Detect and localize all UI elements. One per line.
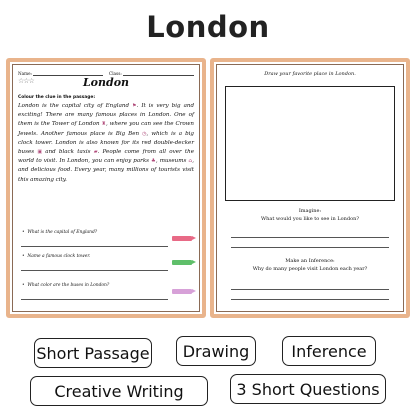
class-label: Class:: [109, 71, 122, 76]
answer-line[interactable]: [231, 289, 389, 290]
worksheet-title: London: [82, 76, 130, 89]
answer-line[interactable]: [21, 270, 168, 271]
taxi-icon: ▰: [93, 149, 98, 156]
clock-tower-icon: ◷: [142, 130, 147, 137]
passage-worksheet: [6, 58, 206, 318]
question-text: • Name a famous clock tower.: [22, 254, 91, 259]
page-title: London: [146, 10, 270, 44]
passage: [18, 102, 194, 185]
pink-crayon-icon: [172, 236, 192, 241]
passage-segment: . People come from all over the world to visit. In London, you can enjoy parks: [18, 149, 194, 165]
answer-line[interactable]: [21, 299, 168, 300]
passage-segment: . It is very big and exciting! There are many famous places in London. One of them is the Tower of London: [18, 103, 194, 128]
name-label: Name:: [18, 71, 33, 76]
drawing-heading: Draw your favorite place in London.: [264, 71, 356, 77]
tag-3-short-questions: 3 Short Questions: [230, 374, 386, 404]
passage-segment: London is the capital city of England: [18, 103, 133, 109]
question-1-text: What is the capital of England?: [27, 230, 98, 235]
question-1: [18, 230, 194, 252]
green-crayon-icon: [172, 260, 192, 265]
passage-segment: and black taxis: [42, 149, 94, 156]
drawing-worksheet: [210, 58, 410, 318]
answer-line[interactable]: [231, 247, 389, 248]
inference-label: Make an Inference:: [285, 258, 335, 264]
tag-inference: Inference: [282, 336, 376, 366]
passage-segment: , and delicious food. Every year, many millions of tourists visit this amazing city.: [18, 158, 194, 183]
answer-line[interactable]: [21, 246, 168, 247]
bus-icon: ▣: [37, 149, 43, 156]
drawing-box[interactable]: [225, 86, 395, 201]
name-class-row: [18, 69, 194, 76]
tag-short-passage: Short Passage: [34, 338, 152, 368]
rating-stars: ☆☆☆: [18, 77, 34, 85]
question-3: [18, 283, 194, 305]
purple-crayon-icon: [172, 289, 192, 294]
inference-question: Why do many people visit London each year?: [252, 266, 368, 272]
flag-icon: ⚑: [132, 103, 137, 109]
imagine-block: [217, 207, 403, 223]
passage-segment: , museums: [155, 158, 189, 165]
tag-drawing: Drawing: [176, 336, 256, 366]
tree-icon: ♣: [151, 158, 156, 165]
passage-segment: , where you can see the Crown Jewels. Another famous place is Big Ben: [18, 121, 195, 137]
drawing-worksheet-inner: [216, 64, 404, 312]
imagine-question: What would you like to see in London?: [260, 216, 359, 222]
instruction: Colour the clue in the passage:: [18, 95, 96, 100]
answer-line[interactable]: [231, 299, 389, 300]
question-2: [18, 254, 194, 276]
museum-icon: ⌂: [188, 158, 193, 165]
question-2-text: Name a famous clock tower.: [27, 254, 91, 259]
question-text: • What is the capital of England?: [22, 230, 98, 235]
tag-creative-writing: Creative Writing: [30, 376, 208, 406]
castle-icon: ♜: [101, 121, 106, 128]
passage-segment: , which is a big clock tower. London is also known for its red double-decker buses: [18, 130, 194, 156]
question-text: • What color are the buses in London?: [22, 283, 110, 288]
answer-line[interactable]: [231, 237, 389, 238]
question-3-text: What color are the buses in London?: [27, 283, 110, 288]
inference-block: [217, 257, 403, 273]
passage-worksheet-inner: [12, 64, 200, 312]
imagine-label: Imagine:: [298, 208, 322, 214]
